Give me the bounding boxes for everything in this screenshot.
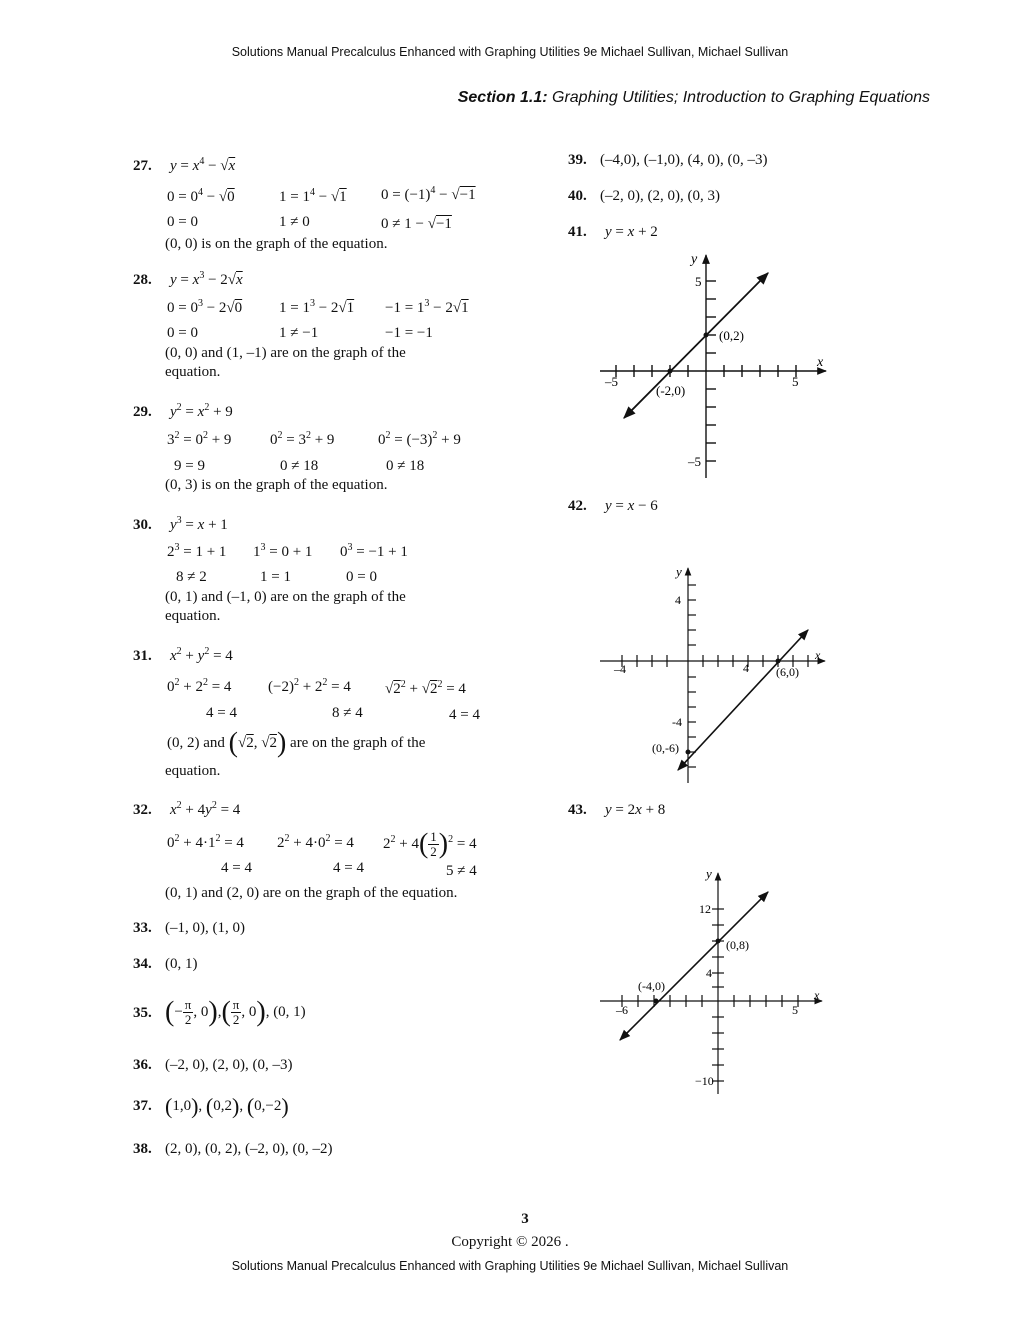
check-result: 4 = 4 [221,860,252,876]
point-label: (6,0) [776,665,799,679]
problem-number: 40. [568,188,587,204]
tick-label: 4 [675,593,681,607]
point-label: (-4,0) [638,979,665,993]
tick-label: 4 [706,966,712,980]
point-label: (0,2) [719,328,744,343]
check-step: $0^2 = 3^2 + 9$ [270,430,335,448]
x-axis-label: x [814,988,820,1002]
check-result: 4 = 4 [449,707,480,723]
x-axis-label: x [815,648,821,662]
problem-number: 41. [568,224,587,240]
conclusion: (0, 2) and (√2, √2) are on the graph of the [167,727,426,759]
intercept-point [668,369,673,374]
intercept-point [654,999,659,1004]
point-label: (-2,0) [656,383,686,398]
y-axis-label: y [676,564,682,579]
answer-tail: , (0, 1) [265,1004,306,1020]
problem-number: 33. [133,920,152,936]
copyright: Copyright © 2026 . [451,1234,569,1250]
conclusion: equation. [165,608,221,624]
page-number: 3 [521,1211,529,1227]
conclusion-part: (0, 2) and [167,735,225,751]
tick-label: 5 [792,1003,798,1017]
problem-number: 28. [133,272,152,288]
check-result: 4 = 4 [206,705,237,721]
check-result: 4 = 4 [333,860,364,876]
equation: $x^2 + y^2 = 4$ [170,646,233,664]
graph-line [624,273,768,418]
intercept-point [716,939,721,944]
answer: (–2, 0), (2, 0), (0, –3) [165,1057,293,1073]
check-result: −1 = −1 [385,325,433,341]
graph-41 [590,250,840,485]
tick-label: –5 [605,374,618,389]
check-result: 0 = 0 [167,325,198,341]
check-step: $0^3 = -1 + 1$ [340,542,408,560]
problem-number: 32. [133,802,152,818]
graph-42 [590,560,840,790]
conclusion: (0, 1) and (–1, 0) are on the graph of the [165,589,406,605]
answer: (–2, 0), (2, 0), (0, 3) [600,188,720,204]
equation: y = x + 2 [605,224,658,240]
y-axis-label: y [691,252,698,267]
answer: (–1, 0), (1, 0) [165,920,245,936]
conclusion: (0, 0) is on the graph of the equation. [165,236,388,252]
equation: $y = x^3 - 2√x$ [170,270,243,288]
point-label: (0,-6) [652,741,679,755]
check-result: 0 = 0 [346,569,377,585]
y-ticks [688,585,696,767]
intercept-point [704,333,709,338]
problem-number: 29. [133,404,152,420]
conclusion: (0, 1) and (2, 0) are on the graph of the equation. [165,885,458,901]
check-step: $0 = (-1)^4 - √-1$ [381,185,476,203]
check-step: $√2^2 + √2^2 = 4$ [385,679,466,697]
check-result: 8 ≠ 2 [176,569,207,585]
top-header: Solutions Manual Precalculus Enhanced with Graphing Utilities 9e Michael Sullivan, Michael Sullivan [231,45,789,59]
check-step: $0^2 + 2^2 = 4$ [167,677,232,695]
answer: (1,0), (0,2), (0,−2) [165,1093,289,1119]
section-label: Section 1.1: [457,89,548,106]
problem-number: 35. [133,1005,152,1021]
section-name: Graphing Utilities; Introduction to Graphing Equations [552,89,930,106]
tick-label: 12 [699,902,711,916]
tick-label: −10 [695,1074,714,1088]
intercept-point [686,750,691,755]
check-step: $0 = 0^3 - 2√0$ [167,298,243,316]
check-step: $1^3 = 0 + 1$ [253,542,313,560]
tick-label: –5 [688,454,701,469]
equation: $x^2 + 4y^2 = 4$ [170,800,241,818]
graph-line [620,892,768,1040]
check-result: 0 ≠ 18 [280,458,319,474]
problem-number: 31. [133,648,152,664]
check-result: 0 ≠ 18 [386,458,425,474]
check-result: 5 ≠ 4 [446,863,477,879]
check-step: $2^2 + 4$( $\frac{1}{2}$ )$^2$ = 4 [383,828,477,860]
equation: y = 2x + 8 [605,802,666,818]
answer: (− $\frac{\pi}{2}$ , 0),( $\frac{\pi}{2}$ , 0), (0, 1) [165,996,306,1028]
equation: $y = x^4 - √x$ [170,156,236,174]
check-result: 1 ≠ −1 [279,325,319,341]
answer: (2, 0), (0, 2), (–2, 0), (0, –2) [165,1141,333,1157]
conclusion: equation. [165,763,221,779]
check-result: 0 ≠ 1 − √−1 [381,216,452,232]
y-axis-label: y [706,866,712,881]
graph-43 [590,862,840,1100]
check-step: $2^2 + 4\cdot 0^2 = 4$ [277,833,354,851]
check-step: $1 = 1^4 - √1$ [279,187,347,205]
intercept-point [776,659,781,664]
answer: (–4,0), (–1,0), (4, 0), (0, –3) [600,152,768,168]
check-result: 1 ≠ 0 [279,214,310,230]
problem-number: 43. [568,802,587,818]
check-step: $(-2)^2 + 2^2 = 4$ [268,677,351,695]
tick-label: 5 [695,274,702,289]
tick-label: –6 [616,1003,628,1017]
check-step: $0^2 + 4\cdot 1^2 = 4$ [167,833,244,851]
check-step: $2^3 = 1 + 1$ [167,542,227,560]
equation: $y^3 = x + 1$ [170,515,228,533]
check-result: 8 ≠ 4 [332,705,363,721]
problem-number: 38. [133,1141,152,1157]
problem-number: 42. [568,498,587,514]
conclusion: (0, 3) is on the graph of the equation. [165,477,388,493]
check-result: 9 = 9 [174,458,205,474]
check-step: $0 = 0^4 - √0$ [167,187,235,205]
conclusion: (0, 0) and (1, –1) are on the graph of the [165,345,406,361]
check-step: $-1 = 1^3 - 2√1$ [385,298,469,316]
check-step: $3^2 = 0^2 + 9$ [167,430,232,448]
problem-number: 36. [133,1057,152,1073]
check-result: 1 = 1 [260,569,291,585]
problem-number: 34. [133,956,152,972]
section-title [458,89,930,107]
x-axis-label: x [817,355,824,370]
conclusion-part: are on the graph of the [290,735,426,751]
problem-number: 27. [133,158,152,174]
check-step: $1 = 1^3 - 2√1$ [279,298,355,316]
check-step: $0^2 = (-3)^2 + 9$ [378,430,461,448]
equation: y = x − 6 [605,498,658,514]
tick-label: 5 [792,374,799,389]
tick-label: 4 [743,661,749,675]
equation: $y^2 = x^2 + 9$ [170,402,233,420]
problem-number: 30. [133,517,152,533]
conclusion: equation. [165,364,221,380]
problem-number: 37. [133,1098,152,1114]
tick-label: -4 [672,715,682,729]
graph-line [678,630,808,770]
bottom-footer: Solutions Manual Precalculus Enhanced with Graphing Utilities 9e Michael Sullivan, Michael Sullivan [231,1259,789,1273]
tick-label: –4 [614,662,626,676]
point-label: (0,8) [726,938,749,952]
check-result: 0 = 0 [167,214,198,230]
problem-number: 39. [568,152,587,168]
answer: (0, 1) [165,956,198,972]
